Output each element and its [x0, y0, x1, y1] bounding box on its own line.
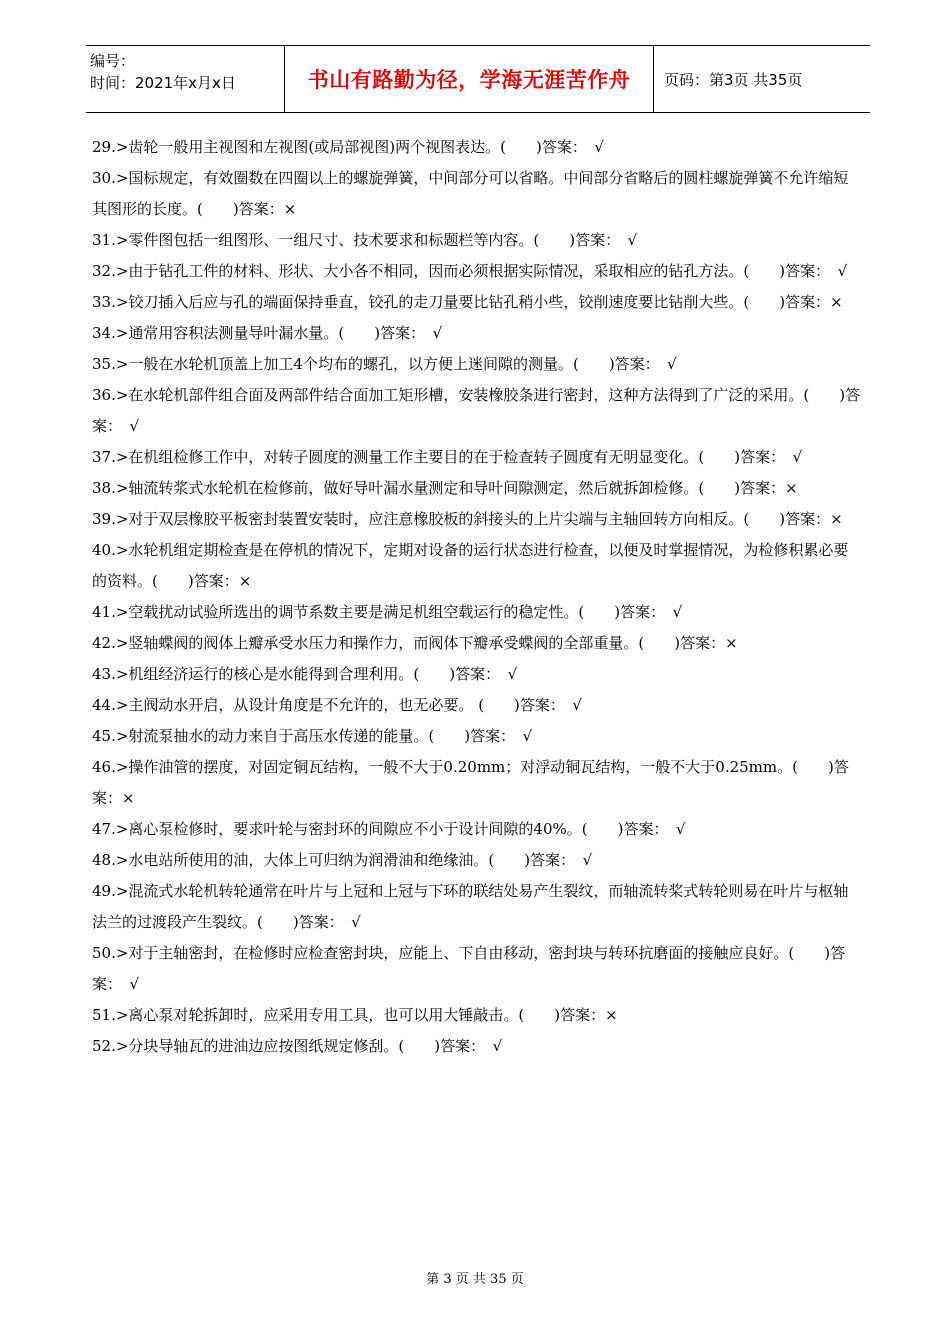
question-item: 37.>在机组检修工作中，对转子圆度的测量工作主要目的在于检查转子圆度有无明显变化。( )答案： √ [92, 448, 803, 466]
question-item: 31.>零件图包括一组图形、一组尺寸、技术要求和标题栏等内容。( )答案： √ [92, 231, 638, 249]
question-item: 46.>操作油管的摆度，对固定铜瓦结构，一般不大于0.20mm；对浮动铜瓦结构，一般不大于0.25mm。( )答案：× [92, 758, 849, 807]
question-item: 45.>射流泵抽水的动力来自于高压水传递的能量。( )答案： √ [92, 727, 533, 745]
question-item: 48.>水电站所使用的油，大体上可归纳为润滑油和绝缘油。( )答案： √ [92, 851, 593, 869]
question-item: 41.>空载扰动试验所选出的调节系数主要是满足机组空载运行的稳定性。( )答案： √ [92, 603, 683, 621]
page-footer: 第 3 页 共 35 页 [426, 1272, 524, 1287]
page-header [86, 45, 870, 113]
header-motto: 书山有路勤为径，学海无涯苦作舟 [284, 46, 654, 112]
question-item: 52.>分块导轴瓦的进油边应按图纸规定修刮。( )答案： √ [92, 1037, 503, 1055]
question-item: 50.>对于主轴密封，在检修时应检查密封块，应能上、下自由移动，密封块与转环抗磨面的接触应良好。( )答案： √ [92, 944, 846, 993]
question-item: 33.>铰刀插入后应与孔的端面保持垂直，铰孔的走刀量要比钻孔稍小些，铰削速度要比钻削大些。( )答案：× [92, 293, 843, 311]
question-item: 36.>在水轮机部件组合面及两部件结合面加工矩形槽，安装橡胶条进行密封，这种方法得到了广泛的采用。( )答案： √ [92, 386, 861, 435]
question-item: 38.>轴流转浆式水轮机在检修前，做好导叶漏水量测定和导叶间隙测定，然后就拆卸检修。( )答案：× [92, 479, 798, 497]
question-list [92, 132, 862, 1062]
question-item: 39.>对于双层橡胶平板密封装置安装时，应注意橡胶板的斜接头的上片尖端与主轴回转方向相反。( )答案：× [92, 510, 843, 528]
question-item: 44.>主阀动水开启，从设计角度是不允许的，也无必要。 ( )答案： √ [92, 696, 582, 714]
question-item: 42.>竖轴蝶阀的阀体上瓣承受水压力和操作力，而阀体下瓣承受蝶阀的全部重量。( )答案：× [92, 634, 738, 652]
question-item: 34.>通常用容积法测量导叶漏水量。( )答案： √ [92, 324, 443, 342]
question-item: 30.>国标规定，有效圈数在四圈以上的螺旋弹簧，中间部分可以省略。中间部分省略后的圆柱螺旋弹簧不允许缩短其图形的长度。( )答案：× [92, 169, 849, 218]
question-item: 35.>一般在水轮机顶盖上加工4个均布的螺孔，以方便上迷间隙的测量。( )答案： √ [92, 355, 677, 373]
header-meta [86, 46, 284, 112]
question-item: 47.>离心泵检修时，要求叶轮与密封环的间隙应不小于设计间隙的40%。( )答案： √ [92, 820, 686, 838]
question-item: 43.>机组经济运行的核心是水能得到合理利用。( )答案： √ [92, 665, 518, 683]
question-item: 29.>齿轮一般用主视图和左视图(或局部视图)两个视图表达。( )答案： √ [92, 138, 604, 156]
question-item: 51.>离心泵对轮拆卸时，应采用专用工具，也可以用大锤敲击。( )答案：× [92, 1006, 618, 1024]
document-number-label: 编号： [90, 52, 136, 70]
header-page-info: 页码：第3页 共35页 [664, 70, 803, 89]
document-time-label: 时间：2021年x月x日 [90, 74, 236, 92]
question-item: 40.>水轮机组定期检查是在停机的情况下，定期对设备的运行状态进行检查，以便及时掌握情况，为检修积累必要的资料。( )答案：× [92, 541, 849, 590]
question-item: 32.>由于钻孔工件的材料、形状、大小各不相同，因而必须根据实际情况，采取相应的钻孔方法。( )答案： √ [92, 262, 848, 280]
question-item: 49.>混流式水轮机转轮通常在叶片与上冠和上冠与下环的联结处易产生裂纹，而轴流转桨式转轮则易在叶片与枢轴法兰的过渡段产生裂纹。( )答案： √ [92, 882, 849, 931]
